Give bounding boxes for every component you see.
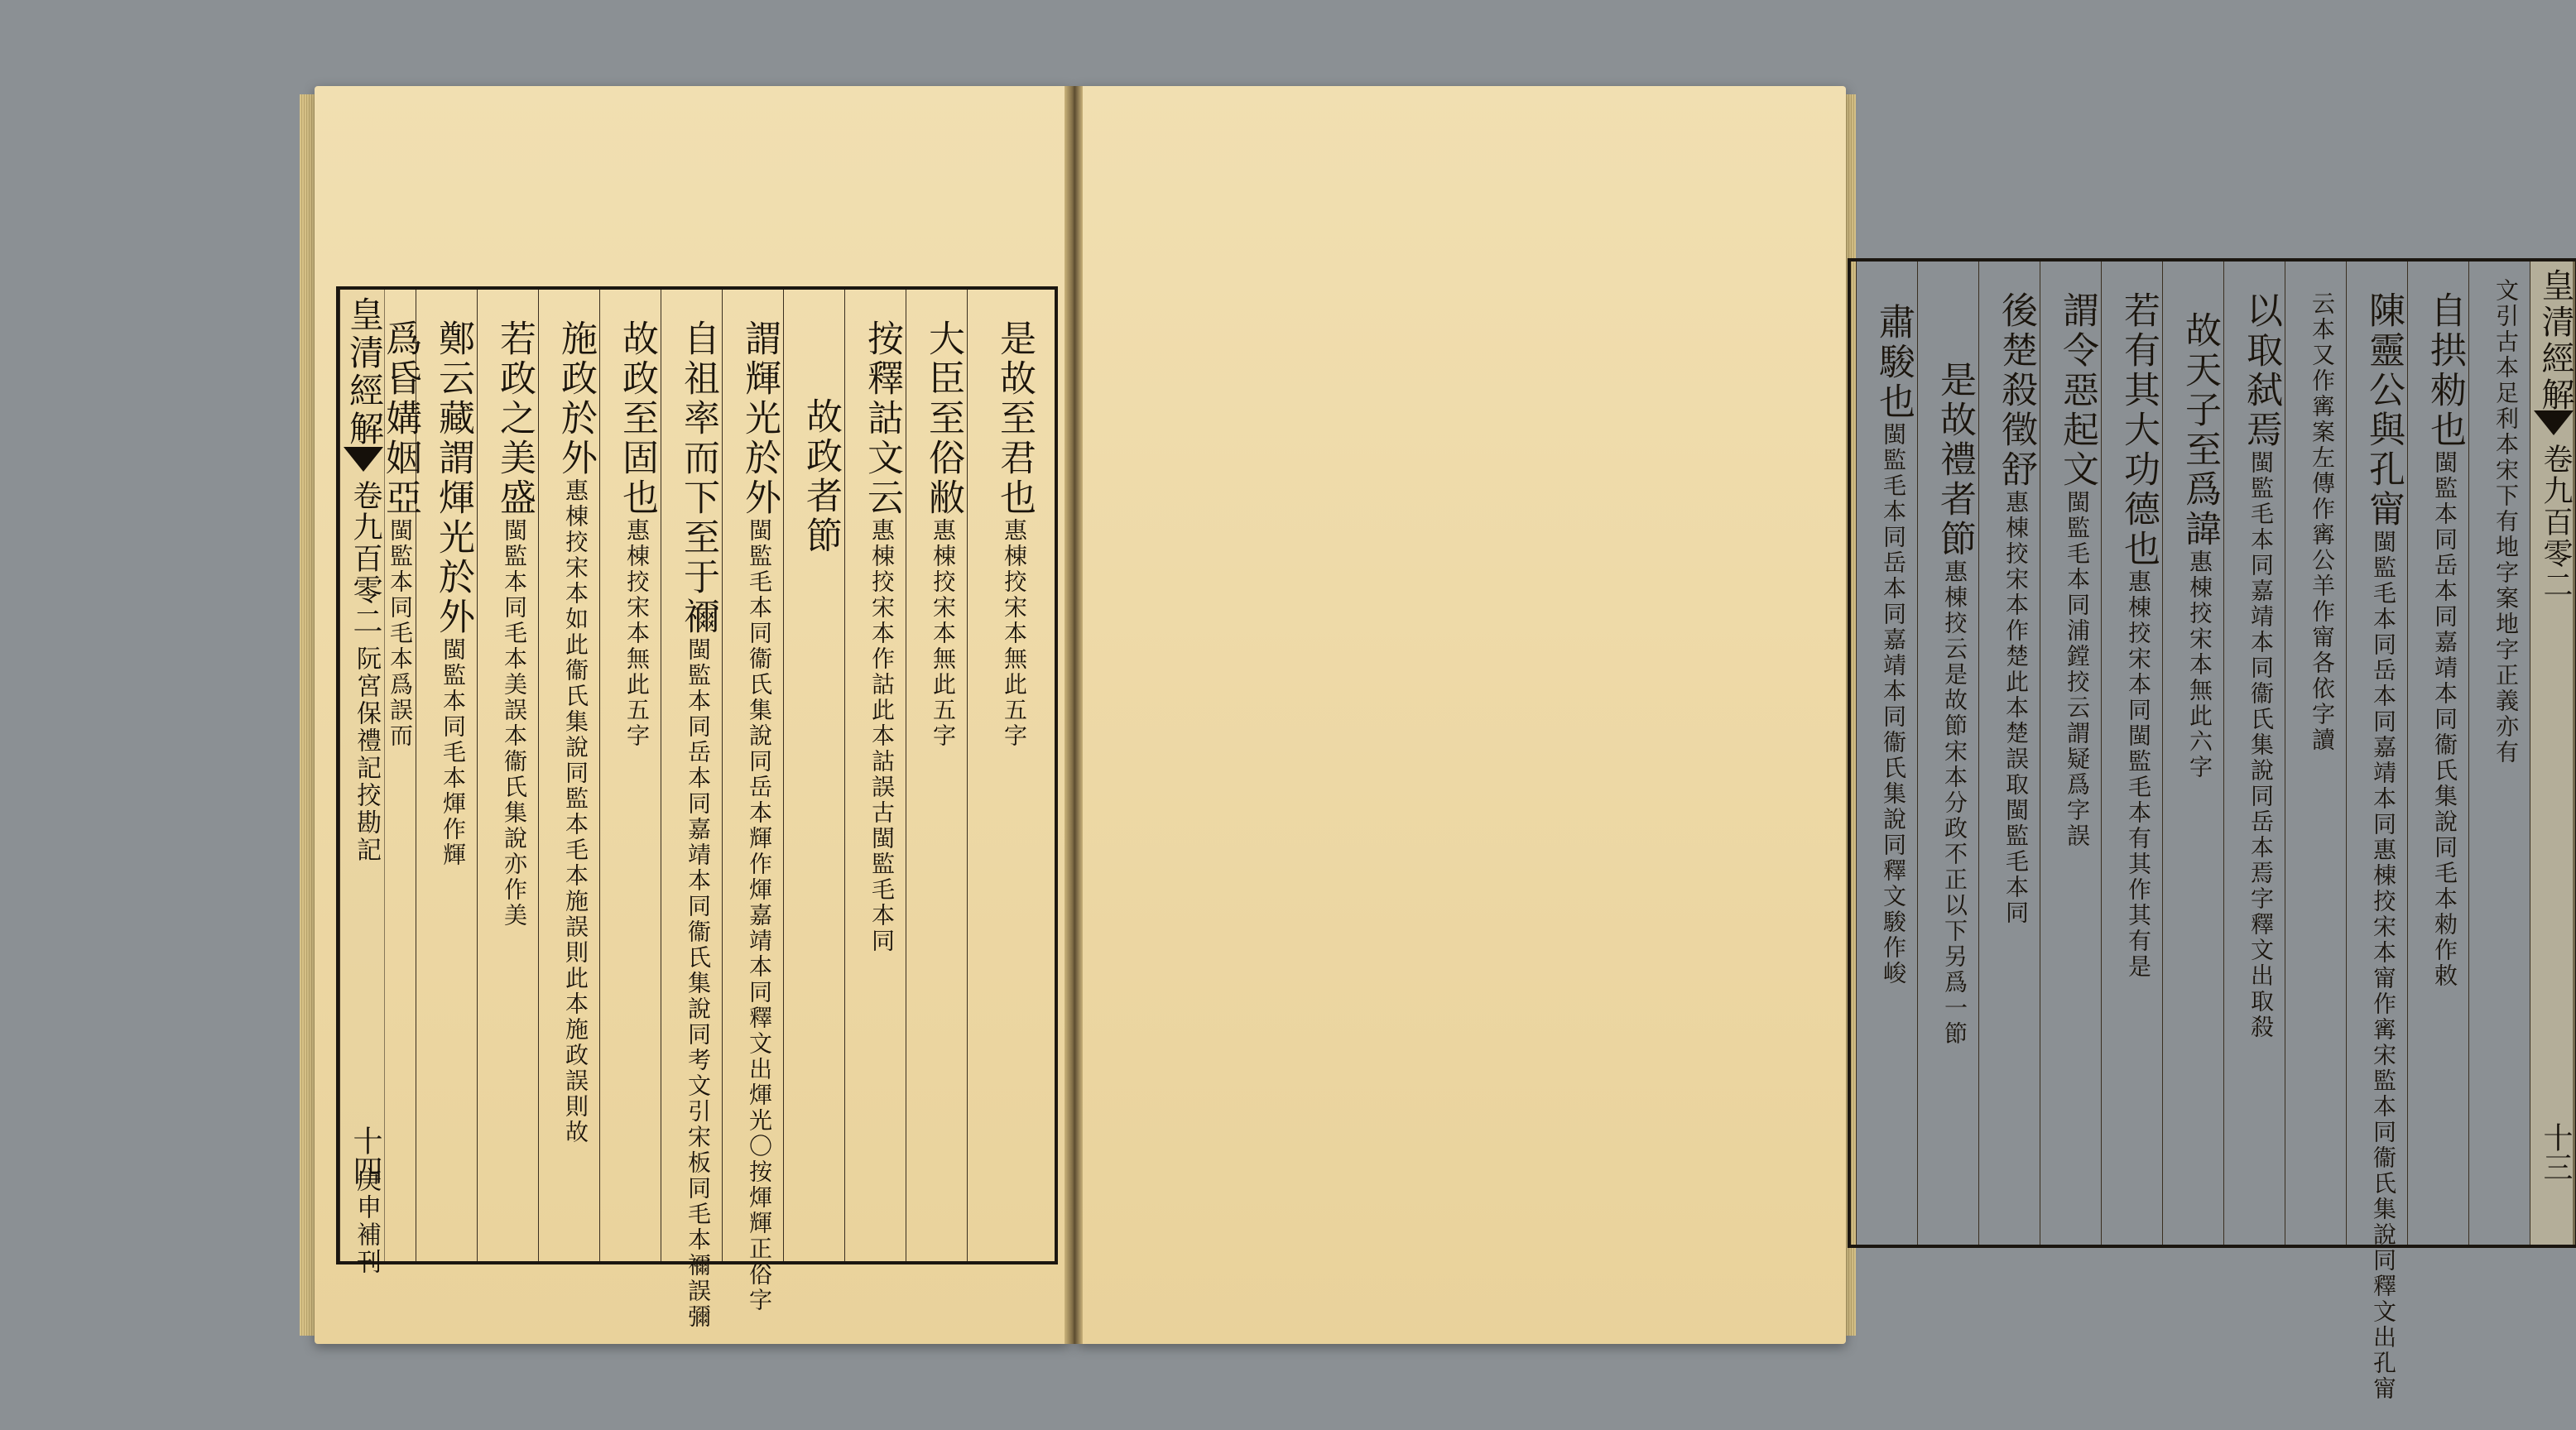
- text-column: [416, 290, 477, 1261]
- main-text: 以取弑焉: [2240, 291, 2282, 450]
- volume-label: 卷九百零二: [348, 480, 382, 637]
- note-text: 閩監毛本同衞氏集說同岳本輝作煇嘉靖本同釋文出煇光〇按煇輝正俗字: [746, 518, 773, 1313]
- main-text: 是故至君也: [993, 319, 1036, 518]
- note-text: 閩監本同岳本同嘉靖本同衞氏集說同毛本勑作敕: [2431, 450, 2458, 989]
- right-page-frame: [1848, 258, 2576, 1402]
- text-column: [538, 290, 599, 1261]
- note-text: 惠棟挍宋本無此五字: [1001, 518, 1028, 749]
- main-text: 故天子至爲諱: [2179, 311, 2221, 549]
- note-text: 閩監本同岳本同嘉靖本同衞氏集說同考文引宋板同毛本禰誤彌: [685, 637, 712, 1330]
- main-text: 大臣至俗敝: [922, 319, 964, 518]
- text-column: [906, 290, 967, 1261]
- note-text: 文引古本足利本宋下有地字案地字正義亦有: [2492, 278, 2520, 765]
- book-title: 皇清經解: [2536, 268, 2574, 414]
- main-text: 自祖率而下至于禰: [677, 319, 719, 637]
- text-column: [599, 290, 661, 1261]
- note-text: 惠棟挍宋本同閩監毛本有其作其有是: [2125, 569, 2152, 980]
- text-column: [783, 290, 844, 1261]
- note-text: 惠棟挍云是故節宋本分政不正以下另爲一節: [1941, 559, 1968, 1047]
- main-text: 肅駿也: [1872, 303, 1915, 422]
- main-text: 若有其大功德也: [2117, 291, 2160, 569]
- text-column: [2285, 262, 2346, 1245]
- main-text: 施政於外: [555, 319, 597, 478]
- note-text: 惠棟挍宋本作詁此本詁誤古閩監毛本同: [868, 518, 896, 954]
- note-text: 閩監毛本同浦鏜挍云謂疑爲字誤: [2064, 490, 2091, 849]
- book-title: 皇清經解: [344, 296, 385, 449]
- text-column: [844, 290, 906, 1261]
- text-column: [967, 290, 1058, 1261]
- main-text: 謂令惡起文: [2056, 291, 2098, 490]
- right-margin-column: [2530, 262, 2575, 1245]
- main-text: 鄭云藏謂煇光於外: [432, 319, 474, 637]
- chapter-label: 阮宮保禮記挍勘記: [352, 645, 381, 864]
- text-column: [661, 290, 722, 1330]
- note-text: 惠棟挍宋本無此五字: [930, 518, 957, 749]
- text-column: [2346, 262, 2407, 1402]
- note-text: 閩監毛本同岳本同嘉靖本同惠棟挍宋本甯作寗宋監本同衞氏集說同釋文出孔甯: [2370, 530, 2397, 1402]
- note-text: 閩監本同毛本煇作輝: [440, 637, 467, 868]
- text-column: [2407, 262, 2468, 1245]
- fishtail-mark: [344, 447, 383, 472]
- note-text: 惠棟挍宋本無此六字: [2186, 549, 2213, 780]
- note-text: 惠棟挍宋本如此衞氏集說同監本毛本施誤則此本施政誤則故: [562, 478, 589, 1145]
- book-gutter: [1065, 86, 1083, 1344]
- left-page-frame: [336, 286, 1058, 1330]
- note-text: 閩監本同毛本美誤本衞氏集說亦作美: [501, 518, 528, 929]
- text-column: [2468, 262, 2530, 1245]
- note-text: 閩監本同毛本爲誤而: [387, 518, 414, 749]
- main-text: 是故禮者節: [1934, 361, 1976, 559]
- main-text: 按釋詁文云: [861, 319, 903, 518]
- open-book: [315, 86, 2574, 1402]
- text-column: [2101, 262, 2162, 1245]
- left-page: [315, 86, 1069, 1344]
- text-column: [1978, 262, 2040, 1245]
- fishtail-mark: [2534, 410, 2574, 435]
- page-number: 十四: [348, 1125, 382, 1185]
- main-text: 若政之美盛: [493, 319, 536, 518]
- note-text: 云本又作寗案左傳作寗公羊作甯各依字讀: [2309, 291, 2336, 753]
- text-column: [1917, 262, 1978, 1245]
- main-text: 謂輝光於外: [738, 319, 781, 518]
- note-text: 惠棟挍宋本作楚此本楚誤取閩監毛本同: [2002, 490, 2030, 926]
- note-text: 閩監毛本同岳本同嘉靖本同衞氏集說同釋文駿作峻: [1880, 422, 1907, 986]
- reprint-note: 庚申補刊: [352, 1167, 381, 1276]
- main-text: 爲昏媾姻亞: [379, 319, 421, 518]
- right-page: [1078, 86, 2574, 1402]
- text-column: [2223, 262, 2285, 1245]
- text-column: [2162, 262, 2223, 1245]
- text-column: [477, 290, 538, 1261]
- main-text: 故政者節: [800, 397, 842, 556]
- main-text: 自拱勑也: [2424, 291, 2466, 450]
- main-text: 故政至固也: [616, 319, 658, 518]
- note-text: 惠棟挍宋本無此五字: [623, 518, 651, 749]
- text-column: [1856, 262, 1917, 1245]
- note-text: 閩監毛本同嘉靖本同衞氏集說同岳本焉字釋文出取殺: [2247, 450, 2275, 1040]
- left-margin-column: [339, 290, 385, 1276]
- text-column: [379, 290, 421, 1261]
- page-number: 十三: [2539, 1122, 2573, 1182]
- main-text: 陳靈公與孔甯: [2362, 291, 2405, 530]
- volume-label: 卷九百零二: [2539, 444, 2573, 601]
- text-column: [2040, 262, 2101, 1245]
- text-column: [722, 290, 783, 1313]
- main-text: 後楚殺徵舒: [1995, 291, 2037, 490]
